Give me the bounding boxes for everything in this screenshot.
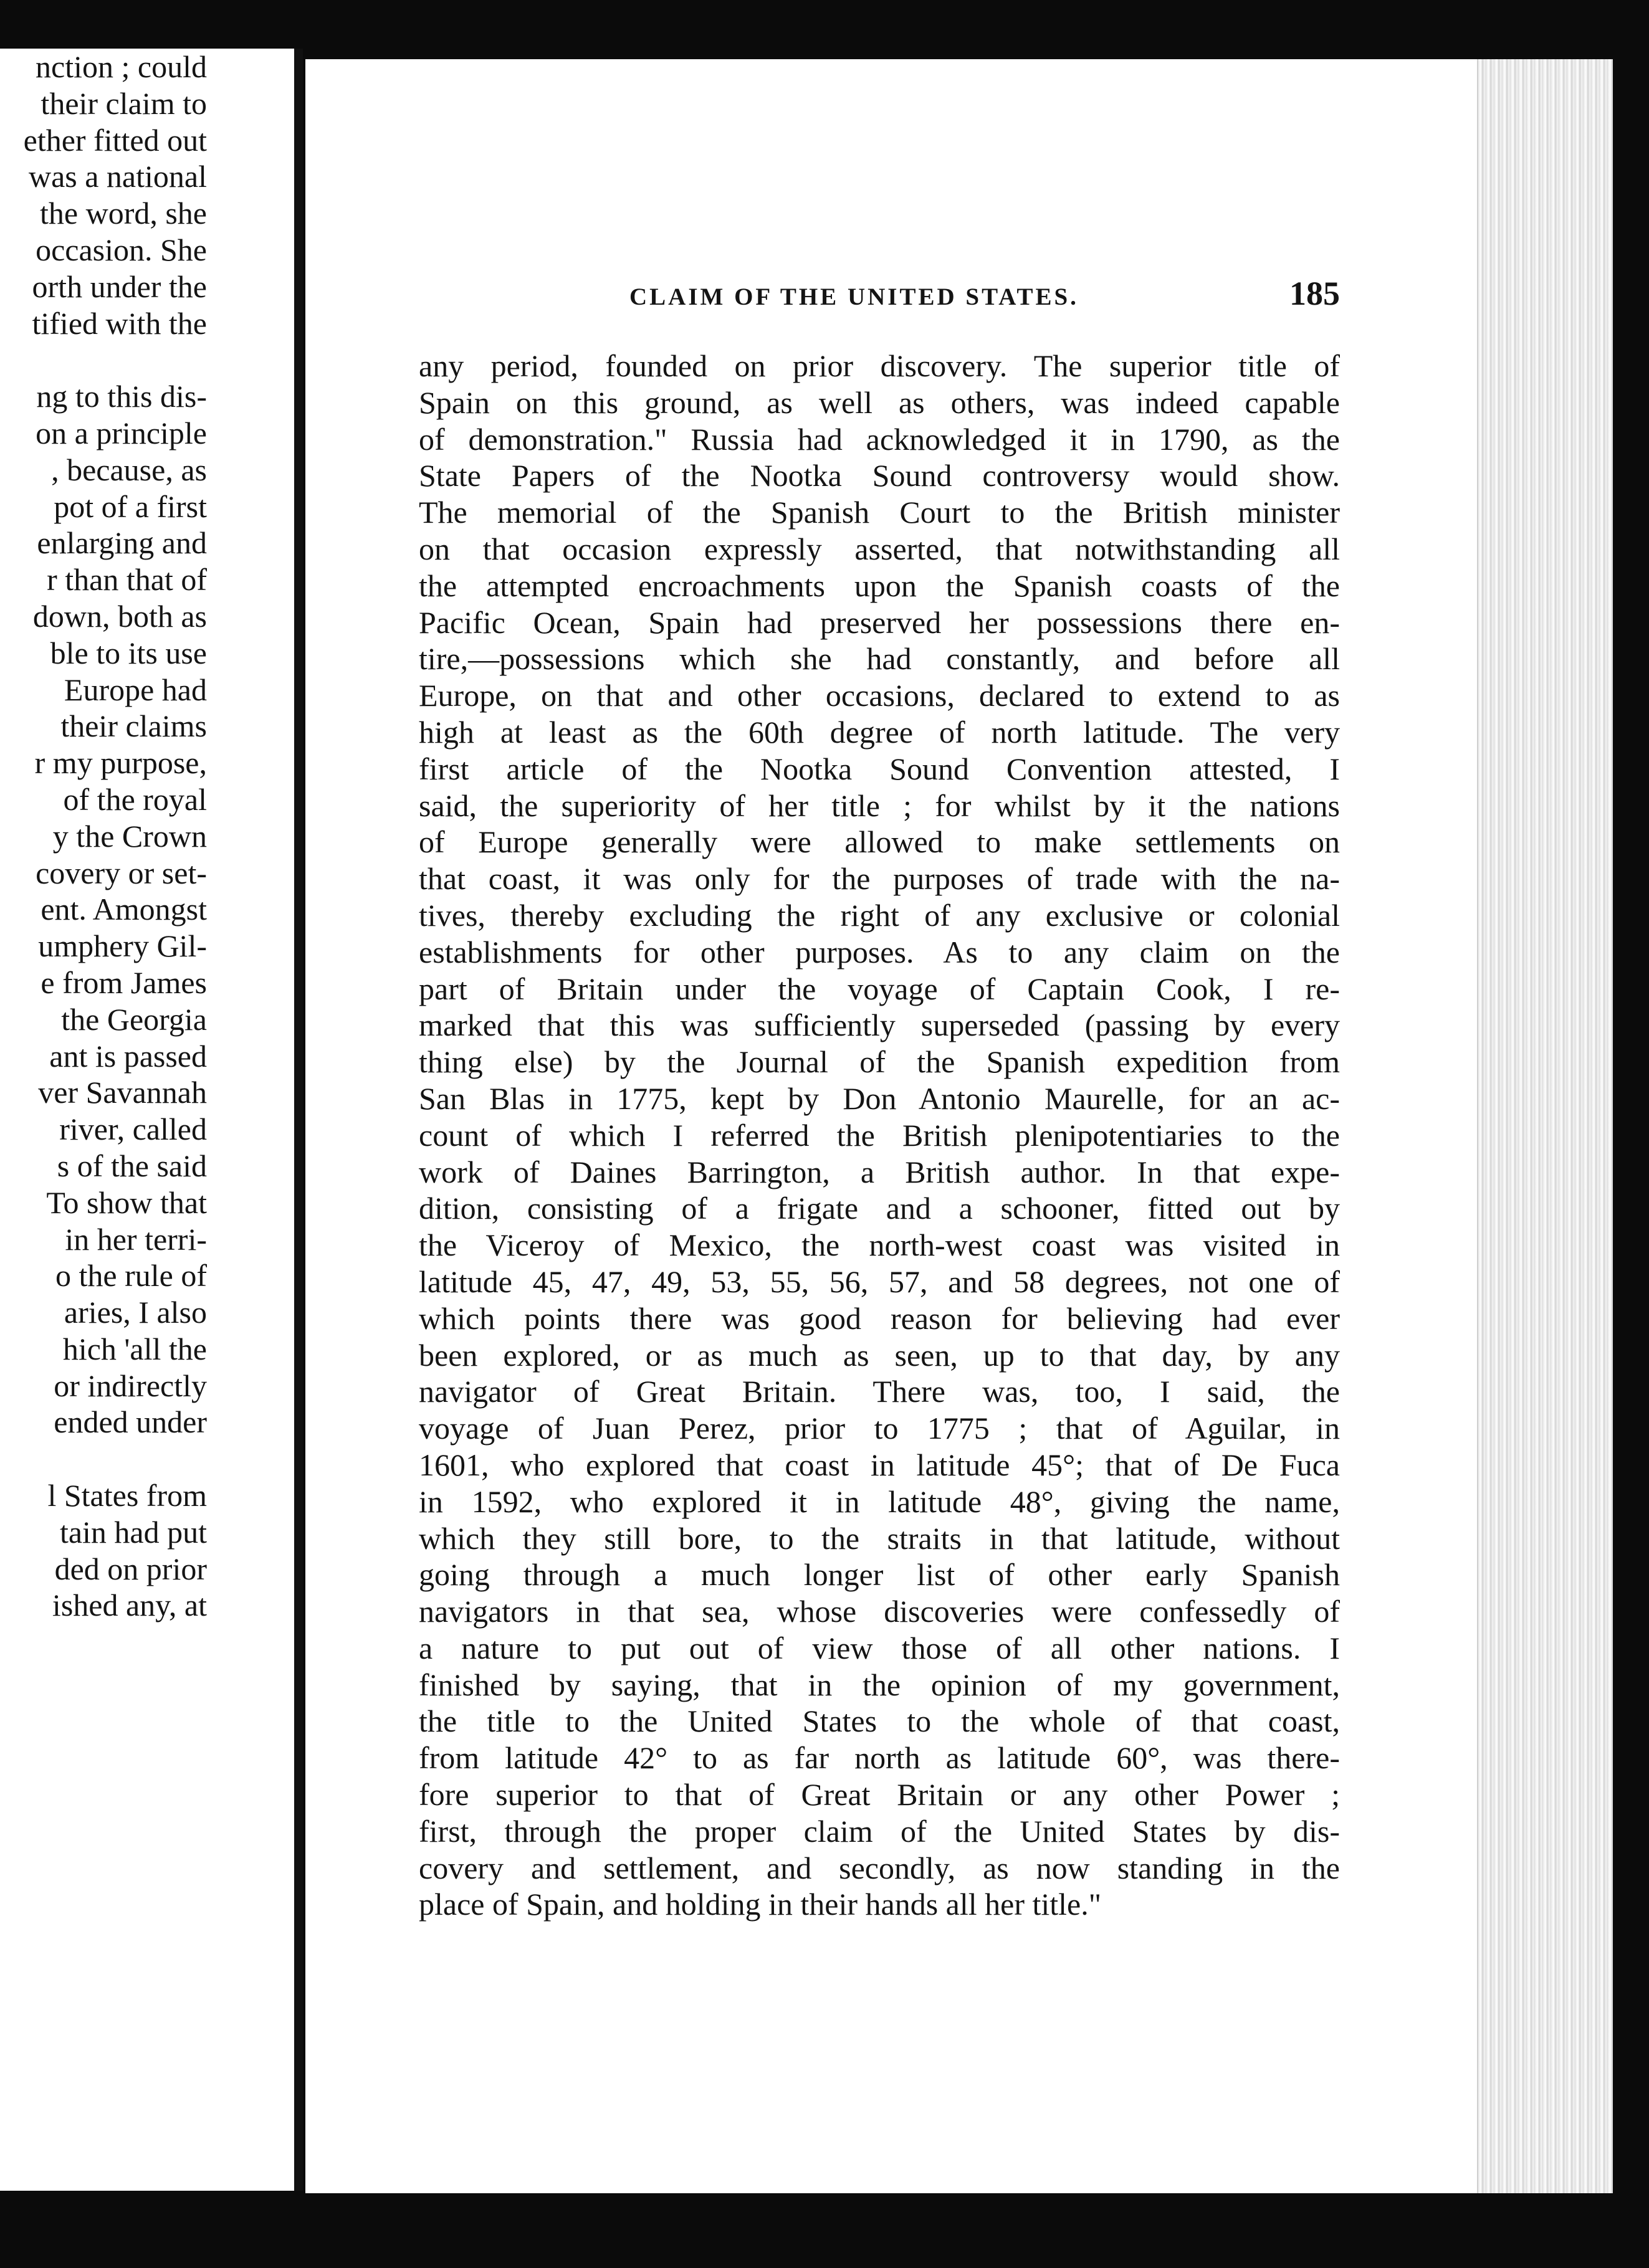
text-line: which points there was good reason for believing had ever	[419, 1300, 1340, 1336]
left-page-line: y the Crown	[52, 818, 207, 854]
left-page-line: the Georgia	[61, 1001, 207, 1037]
left-page-line: ng to this dis-	[36, 379, 207, 414]
text-line: thing else) by the Journal of the Spanish expedition from	[419, 1044, 1340, 1080]
left-page-line: , because, as	[51, 452, 207, 487]
left-page-line: nction ; could	[36, 49, 207, 84]
left-page-line: pot of a first	[54, 488, 207, 524]
left-page-line: ded on prior	[54, 1551, 207, 1586]
text-line: the Viceroy of Mexico, the north-west coast was visited in	[419, 1227, 1340, 1263]
left-page-line: or indirectly	[54, 1368, 207, 1403]
text-line: that coast, it was only for the purposes of trade with the na-	[419, 861, 1340, 897]
text-line: count of which I referred the British plenipotentiaries to the	[419, 1117, 1340, 1153]
text-line: going through a much longer list of other early Spanish	[419, 1557, 1340, 1593]
left-page-text	[24, 49, 207, 1624]
left-page-line: ished any, at	[52, 1588, 207, 1623]
left-page-line	[24, 341, 207, 378]
text-line: a nature to put out of view those of all other nations. I	[419, 1630, 1340, 1665]
text-line: part of Britain under the voyage of Captain Cook, I re-	[419, 971, 1340, 1006]
text-line: place of Spain, and holding in their hands all her title."	[419, 1887, 1102, 1922]
left-page-line: covery or set-	[36, 855, 207, 890]
left-page-line: ver Savannah	[38, 1075, 207, 1110]
text-line: voyage of Juan Perez, prior to 1775 ; that of Aguilar, in	[419, 1411, 1340, 1446]
left-page-line: in her terri-	[65, 1221, 207, 1257]
text-line: any period, founded on prior discovery. The superior title of	[419, 348, 1340, 383]
text-line: The memorial of the Spanish Court to the British minister	[419, 495, 1340, 530]
left-page-line: ended under	[54, 1404, 207, 1440]
body-text	[419, 348, 1340, 1923]
text-line: San Blas in 1775, kept by Don Antonio Maurelle, for an ac-	[419, 1080, 1340, 1116]
text-line: the attempted encroachments upon the Spanish coasts of the	[419, 568, 1340, 603]
left-page-line: was a national	[28, 159, 207, 194]
text-line: 1601, who explored that coast in latitude 45°; that of De Fuca	[419, 1447, 1340, 1482]
text-line: the title to the United States to the whole of that coast,	[419, 1703, 1340, 1739]
left-page-line: To show that	[46, 1184, 207, 1220]
left-page-line: r than that of	[47, 562, 207, 598]
left-page-line: ent. Amongst	[41, 892, 207, 927]
text-line: been explored, or as much as seen, up to that day, by any	[419, 1337, 1340, 1373]
text-line: first article of the Nootka Sound Convention attested, I	[419, 751, 1340, 786]
left-page-line: s of the said	[57, 1148, 207, 1183]
left-page-line: the word, she	[40, 196, 207, 231]
left-page-line: their claims	[60, 708, 207, 744]
running-head	[330, 274, 1340, 318]
left-page-line: occasion. She	[36, 232, 207, 267]
text-line: of Europe generally were allowed to make settlements on	[419, 824, 1340, 860]
text-line: Spain on this ground, as well as others, was indeed capable	[419, 384, 1340, 420]
text-line: dition, consisting of a frigate and a schooner, fitted out by	[419, 1191, 1340, 1226]
text-line: which they still bore, to the straits in that latitude, without	[419, 1520, 1340, 1556]
text-line: on that occasion expressly asserted, that notwithstanding all	[419, 531, 1340, 566]
left-page	[0, 49, 303, 2191]
left-page-line: r my purpose,	[34, 745, 207, 781]
left-page-line: enlarging and	[37, 525, 207, 561]
text-line: covery and settlement, and secondly, as now standing in the	[419, 1850, 1340, 1885]
text-line: work of Daines Barrington, a British author. In that expe-	[419, 1154, 1340, 1189]
left-page-line: aries, I also	[64, 1295, 207, 1330]
left-page-line: river, called	[59, 1112, 207, 1147]
text-line: from latitude 42° to as far north as latitude 60°, was there-	[419, 1740, 1340, 1776]
left-page-line: tified with the	[32, 305, 207, 341]
text-line: of demonstration." Russia had acknowledged it in 1790, as the	[419, 421, 1340, 457]
text-line: Europe, on that and other occasions, declared to extend to as	[419, 678, 1340, 713]
left-page-line: ether fitted out	[23, 122, 207, 158]
text-line: first, through the proper claim of the United States by dis-	[419, 1813, 1340, 1849]
text-line: State Papers of the Nootka Sound controversy would show.	[419, 458, 1340, 493]
page-edge	[1477, 59, 1613, 2193]
left-page-line	[24, 1441, 207, 1477]
text-line: in 1592, who explored it in latitude 48°, giving the name,	[419, 1484, 1340, 1519]
page-number: 185	[1289, 275, 1340, 312]
left-page-line: ant is passed	[49, 1038, 207, 1074]
left-page-line: tain had put	[59, 1514, 207, 1550]
text-line: high at least as the 60th degree of north latitude. The very	[419, 714, 1340, 750]
left-page-line: l States from	[47, 1478, 207, 1513]
left-page-line: o the rule of	[55, 1258, 207, 1294]
text-line: finished by saying, that in the opinion of my government,	[419, 1667, 1340, 1702]
text-line: tire,—possessions which she had constantly, and before all	[419, 641, 1340, 677]
text-line: establishments for other purposes. As to any claim on the	[419, 934, 1340, 970]
text-line: tives, thereby excluding the right of any exclusive or colonial	[419, 897, 1340, 933]
left-page-line: their claim to	[41, 85, 207, 121]
left-page-line: orth under the	[32, 269, 207, 304]
text-line: fore superior to that of Great Britain or any other Power ;	[419, 1777, 1340, 1813]
left-page-line: hich 'all the	[62, 1331, 207, 1366]
left-page-line: of the royal	[63, 781, 207, 817]
left-page-line: on a principle	[36, 415, 207, 450]
left-page-line: Europe had	[64, 672, 207, 707]
text-line: Pacific Ocean, Spain had preserved her possessions there en-	[419, 604, 1340, 640]
text-line: navigators in that sea, whose discoveries were confessedly of	[419, 1594, 1340, 1629]
text-line: said, the superiority of her title ; for whilst by it the nations	[419, 788, 1340, 823]
left-page-line: ble to its use	[50, 635, 207, 670]
text-line: navigator of Great Britain. There was, too, I said, the	[419, 1374, 1340, 1409]
text-line: latitude 45, 47, 49, 53, 55, 56, 57, and 58 degrees, not one of	[419, 1264, 1340, 1299]
text-line: marked that this was sufficiently superseded (passing by every	[419, 1008, 1340, 1043]
left-page-line: down, both as	[32, 598, 207, 634]
left-page-line: umphery Gil-	[38, 928, 207, 964]
running-title: CLAIM OF THE UNITED STATES.	[629, 284, 1079, 310]
left-page-line: e from James	[41, 965, 207, 1000]
